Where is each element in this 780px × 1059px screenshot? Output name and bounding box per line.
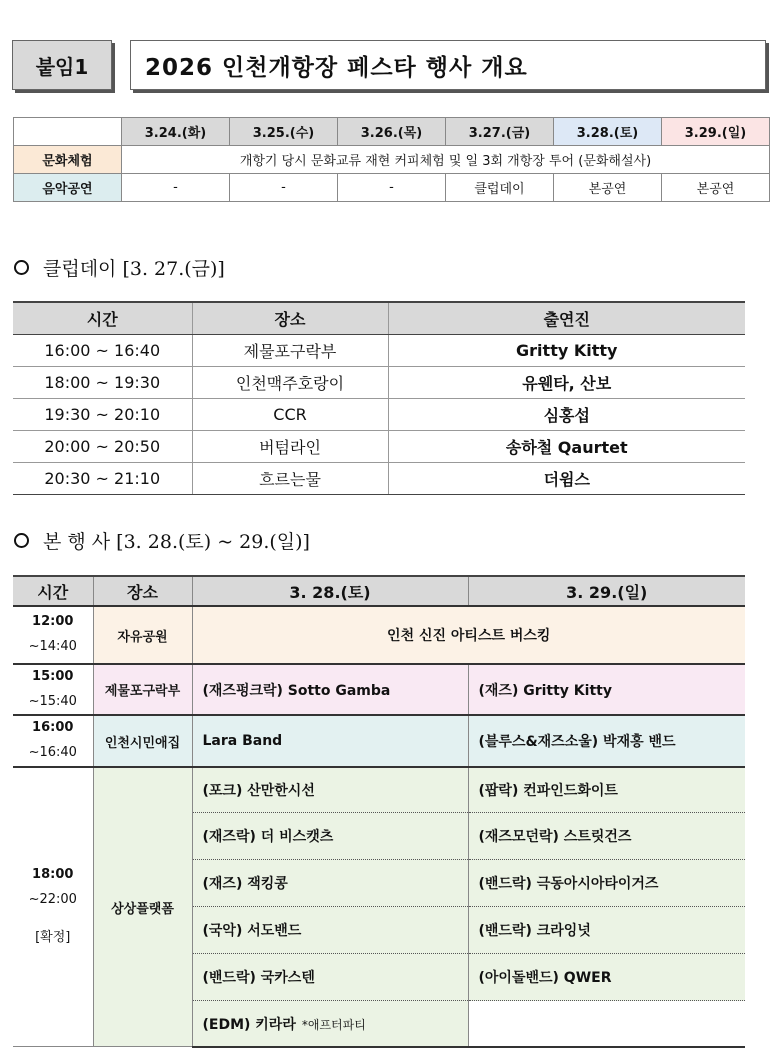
time-cell xyxy=(13,715,93,766)
column-header: 출연진 xyxy=(388,302,745,335)
saturday-act: (재즈) 잭킹콩 xyxy=(192,860,468,907)
music-cell: - xyxy=(230,174,338,202)
table-row xyxy=(13,367,745,399)
music-cell: 본공연 xyxy=(662,174,770,202)
main-event-heading-text: 본 행 사 [3. 28.(토) ~ 29.(일)] xyxy=(43,531,310,553)
performer-cell: 더윔스 xyxy=(388,463,745,495)
sunday-act-empty xyxy=(468,1001,745,1047)
document-title: 2026 인천개항장 페스타 행사 개요 xyxy=(130,40,766,90)
status-label: [확정] xyxy=(35,930,71,946)
music-cell: 클럽데이 xyxy=(446,174,554,202)
attachment-tag: 붙임1 xyxy=(12,40,112,90)
start-time: 15:00 xyxy=(32,669,74,684)
table-row xyxy=(13,399,745,431)
schedule-row xyxy=(13,715,745,766)
time-cell: 16:00 ~ 16:40 xyxy=(13,335,192,367)
music-cell: - xyxy=(122,174,230,202)
end-time: ~22:00 xyxy=(28,891,77,907)
music-cell: 본공연 xyxy=(554,174,662,202)
main-header-row xyxy=(13,576,745,606)
overview-row-culture xyxy=(14,146,770,174)
overview-header-row xyxy=(14,118,770,146)
column-header: 장소 xyxy=(93,576,192,606)
venue-cell: 인천맥주호랑이 xyxy=(192,367,388,399)
schedule-row xyxy=(13,606,745,664)
venue-cell: 흐르는물 xyxy=(192,463,388,495)
time-cell: 19:30 ~ 20:10 xyxy=(13,399,192,431)
main-event-table xyxy=(13,575,745,1048)
column-header: 장소 xyxy=(192,302,388,335)
date-header-saturday: 3.28.(토) xyxy=(554,118,662,146)
sunday-act: (팝락) 컨파인드화이트 xyxy=(468,767,745,813)
culture-program-cell: 개항기 당시 문화교류 재현 커피체험 및 일 3회 개항장 투어 (문화해설사) xyxy=(122,146,770,174)
sunday-act: (블루스&재즈소울) 박재홍 밴드 xyxy=(468,715,745,766)
time-cell: 18:00 ~ 19:30 xyxy=(13,367,192,399)
schedule-row xyxy=(13,664,745,715)
venue-cell: 제물포구락부 xyxy=(192,335,388,367)
column-header: 시간 xyxy=(13,576,93,606)
sunday-act: (재즈모던락) 스트릿건즈 xyxy=(468,813,745,860)
date-header-sunday: 3.29.(일) xyxy=(662,118,770,146)
sunday-act: (재즈) Gritty Kitty xyxy=(468,664,745,715)
performer-cell: Gritty Kitty xyxy=(388,335,745,367)
time-cell: 20:30 ~ 21:10 xyxy=(13,463,192,495)
venue-cell: 제물포구락부 xyxy=(93,664,192,715)
busking-cell: 인천 신진 아티스트 버스킹 xyxy=(192,606,745,664)
saturday-act xyxy=(192,1001,468,1047)
overview-row-music xyxy=(14,174,770,202)
time-cell: 20:00 ~ 20:50 xyxy=(13,431,192,463)
saturday-act: (포크) 산만한시선 xyxy=(192,767,468,813)
after-party-note: *애프터파티 xyxy=(301,1017,366,1032)
sunday-act: (밴드락) 극동아시아타이거즈 xyxy=(468,860,745,907)
main-event-heading xyxy=(14,527,310,554)
venue-cell: CCR xyxy=(192,399,388,431)
table-row xyxy=(13,431,745,463)
performer-cell: 심홍섭 xyxy=(388,399,745,431)
overview-table xyxy=(13,117,770,202)
saturday-act: (국악) 서도밴드 xyxy=(192,907,468,954)
performer-cell: 송하철 Qaurtet xyxy=(388,431,745,463)
time-cell xyxy=(13,664,93,715)
club-day-header-row xyxy=(13,302,745,335)
venue-cell: 자유공원 xyxy=(93,606,192,664)
date-header: 3.26.(목) xyxy=(338,118,446,146)
time-cell xyxy=(13,767,93,1047)
column-header: 3. 28.(토) xyxy=(192,576,468,606)
circle-bullet-icon xyxy=(14,260,29,275)
sunday-act: (아이돌밴드) QWER xyxy=(468,954,745,1001)
saturday-act: Lara Band xyxy=(192,715,468,766)
column-header: 3. 29.(일) xyxy=(468,576,745,606)
row-label: 음악공연 xyxy=(14,174,122,202)
date-header: 3.27.(금) xyxy=(446,118,554,146)
table-row xyxy=(13,463,745,495)
performer-cell: 유웬타, 산보 xyxy=(388,367,745,399)
row-label: 문화체험 xyxy=(14,146,122,174)
end-time: ~14:40 xyxy=(28,639,77,654)
venue-cell: 버텀라인 xyxy=(192,431,388,463)
table-row xyxy=(13,335,745,367)
sunday-act: (밴드락) 크라잉넛 xyxy=(468,907,745,954)
venue-cell: 인천시민애집 xyxy=(93,715,192,766)
club-day-table xyxy=(13,301,745,495)
start-time: 16:00 xyxy=(32,720,74,736)
circle-bullet-icon xyxy=(14,533,29,548)
schedule-row xyxy=(13,767,745,813)
venue-cell: 상상플랫폼 xyxy=(93,767,192,1047)
saturday-act: (재즈락) 더 비스캣츠 xyxy=(192,813,468,860)
act-name: (EDM) 키라라 xyxy=(202,1016,296,1033)
end-time: ~16:40 xyxy=(28,745,77,761)
start-time: 18:00 xyxy=(32,866,74,882)
date-header: 3.25.(수) xyxy=(230,118,338,146)
club-day-heading-text: 클럽데이 [3. 27.(금)] xyxy=(43,258,225,280)
overview-corner xyxy=(14,118,122,146)
time-cell xyxy=(13,606,93,664)
column-header: 시간 xyxy=(13,302,192,335)
club-day-heading xyxy=(14,254,225,281)
saturday-act: (밴드락) 국카스텐 xyxy=(192,954,468,1001)
date-header: 3.24.(화) xyxy=(122,118,230,146)
start-time: 12:00 xyxy=(32,614,74,630)
saturday-act: (재즈펑크락) Sotto Gamba xyxy=(192,664,468,715)
end-time: ~15:40 xyxy=(28,693,77,709)
music-cell: - xyxy=(338,174,446,202)
